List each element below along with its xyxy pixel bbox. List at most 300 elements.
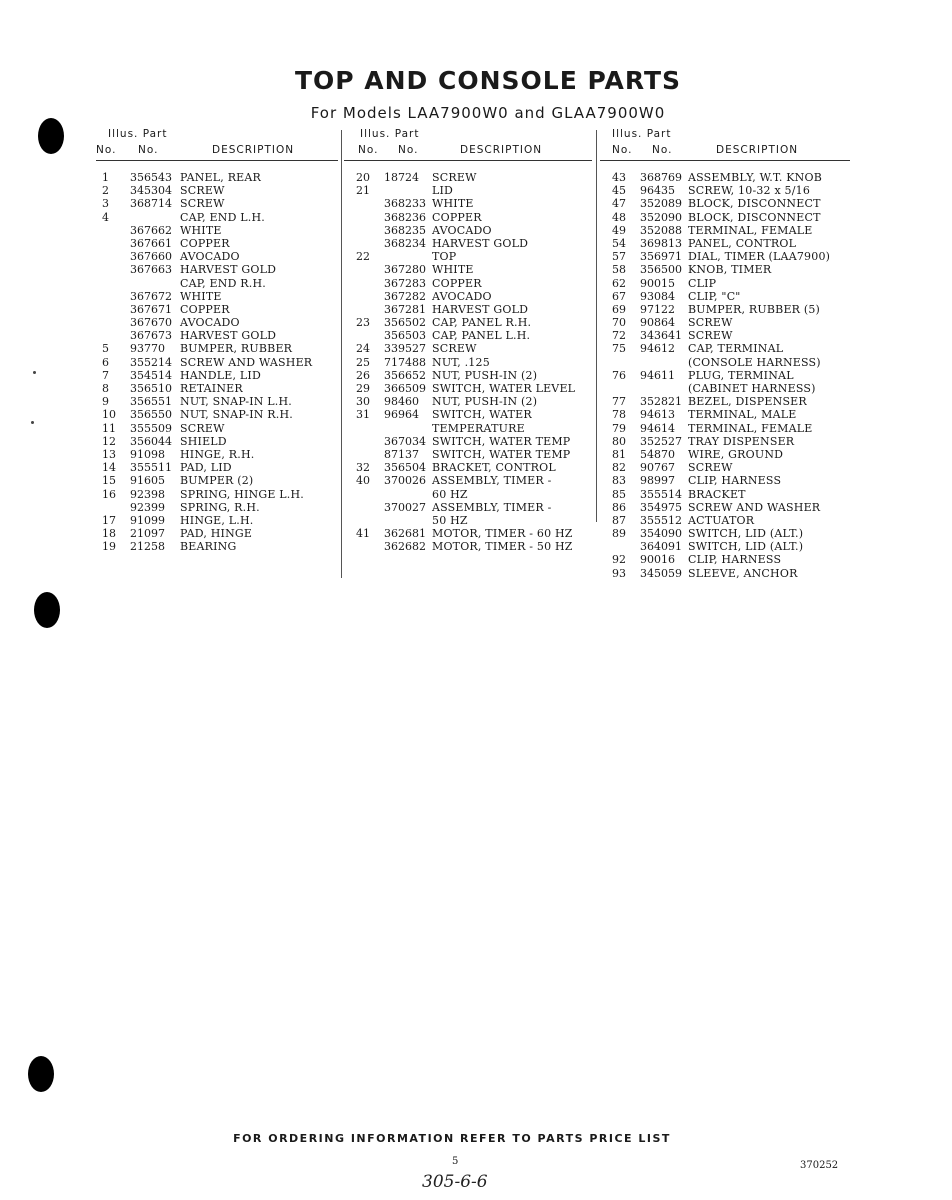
parts-row <box>344 237 592 250</box>
illus-number: 40 <box>356 474 370 488</box>
header-illus-part: Illus. Part <box>360 128 420 140</box>
illus-number: 13 <box>102 447 116 461</box>
part-description: SCREW AND WASHER <box>688 500 821 514</box>
column-header <box>96 128 338 160</box>
part-description: TERMINAL, MALE <box>688 408 797 422</box>
parts-row <box>344 461 592 474</box>
part-number: 356503 <box>384 329 426 343</box>
illus-number: 23 <box>356 316 370 330</box>
illus-number: 72 <box>612 329 626 343</box>
parts-row <box>600 369 850 382</box>
parts-row <box>344 369 592 382</box>
header-part-no: No. <box>652 144 673 156</box>
part-description: WIRE, GROUND <box>688 447 784 461</box>
illus-number: 93 <box>612 566 626 580</box>
illus-number: 83 <box>612 474 626 488</box>
column-divider <box>341 130 342 578</box>
part-description: SWITCH, LID (ALT.) <box>688 527 804 541</box>
parts-row <box>600 527 850 540</box>
illus-number: 3 <box>102 197 109 211</box>
part-description: CLIP <box>688 276 717 290</box>
part-number: 345059 <box>640 566 682 580</box>
part-description: (CABINET HARNESS) <box>688 382 816 395</box>
illus-number: 21 <box>356 184 370 198</box>
header-illus-part: Illus. Part <box>108 128 168 140</box>
illus-number: 70 <box>612 316 626 330</box>
parts-row <box>344 382 592 395</box>
parts-row <box>344 395 592 408</box>
parts-row <box>344 422 592 435</box>
part-description: SCREW <box>180 184 225 198</box>
parts-row <box>600 171 850 184</box>
part-number: 90767 <box>640 461 675 475</box>
parts-row <box>96 197 338 210</box>
illus-number: 20 <box>356 171 370 184</box>
part-description: TRAY DISPENSER <box>688 434 795 448</box>
part-description: MOTOR, TIMER - 60 HZ <box>432 527 573 541</box>
part-number: 369813 <box>640 236 682 250</box>
part-number: 367672 <box>130 289 172 303</box>
parts-row <box>344 316 592 329</box>
parts-row <box>600 395 850 408</box>
parts-list <box>344 171 592 553</box>
part-description: ACTUATOR <box>688 513 755 527</box>
header-illus-no: No. <box>612 144 633 156</box>
part-number: 367671 <box>130 302 172 316</box>
illus-number: 75 <box>612 342 626 356</box>
illus-number: 89 <box>612 527 626 541</box>
part-number: 368233 <box>384 197 426 211</box>
parts-row <box>600 422 850 435</box>
part-number: 717488 <box>384 355 426 369</box>
parts-row <box>344 356 592 369</box>
part-description: PAD, LID <box>180 461 232 475</box>
header-illus-no: No. <box>358 144 379 156</box>
part-number: 96435 <box>640 184 675 198</box>
part-number: 94614 <box>640 421 675 435</box>
illus-number: 25 <box>356 355 370 369</box>
header-illus-part: Illus. Part <box>612 128 672 140</box>
parts-row <box>600 408 850 421</box>
part-number: 94613 <box>640 408 675 422</box>
part-number: 90864 <box>640 316 675 330</box>
parts-row <box>344 501 592 514</box>
illus-number: 18 <box>102 527 116 541</box>
part-number: 21097 <box>130 527 165 541</box>
part-description: NUT, SNAP-IN L.H. <box>180 395 292 409</box>
parts-row <box>96 435 338 448</box>
parts-row <box>600 316 850 329</box>
parts-column-2 <box>344 128 592 553</box>
part-description: SCREW <box>432 342 477 356</box>
part-number: 355512 <box>640 513 682 527</box>
part-description: CLIP, "C" <box>688 289 741 303</box>
parts-row <box>344 224 592 237</box>
part-description: MOTOR, TIMER - 50 HZ <box>432 540 573 554</box>
parts-row <box>600 224 850 237</box>
illus-number: 32 <box>356 461 370 475</box>
part-number: 352527 <box>640 434 682 448</box>
parts-row <box>96 250 338 263</box>
part-description: BEARING <box>180 540 237 554</box>
part-description: 60 HZ <box>432 487 468 501</box>
part-description: KNOB, TIMER <box>688 263 772 277</box>
part-description: HANDLE, LID <box>180 368 261 382</box>
part-number: 94612 <box>640 342 675 356</box>
parts-row <box>600 474 850 487</box>
page-subtitle: For Models LAA7900W0 and GLAA7900W0 <box>310 104 666 122</box>
parts-row <box>344 277 592 290</box>
part-number: 368714 <box>130 197 172 211</box>
part-description: CAP, PANEL L.H. <box>432 329 531 343</box>
parts-row <box>96 422 338 435</box>
part-description: BEZEL, DISPENSER <box>688 395 807 409</box>
part-number: 91098 <box>130 447 165 461</box>
parts-row <box>344 342 592 355</box>
part-number: 92399 <box>130 500 165 514</box>
illus-number: 82 <box>612 461 626 475</box>
part-description: 50 HZ <box>432 513 468 527</box>
part-number: 355511 <box>130 461 172 475</box>
part-number: 370027 <box>384 500 426 514</box>
part-number: 367280 <box>384 263 426 277</box>
part-number: 96964 <box>384 408 419 422</box>
part-number: 354514 <box>130 368 172 382</box>
scan-speck <box>33 371 36 374</box>
part-description: BLOCK, DISCONNECT <box>688 197 821 211</box>
ordering-info-footer: FOR ORDERING INFORMATION REFER TO PARTS PRICE LIST <box>233 1132 671 1145</box>
part-description: (CONSOLE HARNESS) <box>688 355 821 369</box>
illus-number: 7 <box>102 368 109 382</box>
parts-row <box>96 382 338 395</box>
part-number: 368236 <box>384 210 426 224</box>
part-description: HINGE, L.H. <box>180 513 254 527</box>
part-number: 18724 <box>384 171 419 184</box>
part-number: 21258 <box>130 540 165 554</box>
header-description: DESCRIPTION <box>716 144 799 156</box>
illus-number: 12 <box>102 434 116 448</box>
part-number: 356502 <box>384 316 426 330</box>
part-number: 345304 <box>130 184 172 198</box>
illus-number: 10 <box>102 408 116 422</box>
parts-column-1 <box>96 128 338 553</box>
header-part-no: No. <box>138 144 159 156</box>
illus-number: 19 <box>102 540 116 554</box>
part-description: NUT, .125 <box>432 355 490 369</box>
illus-number: 17 <box>102 513 116 527</box>
part-number: 98460 <box>384 395 419 409</box>
part-number: 356504 <box>384 461 426 475</box>
part-number: 343641 <box>640 329 682 343</box>
part-number: 352090 <box>640 210 682 224</box>
part-number: 54870 <box>640 447 675 461</box>
illus-number: 69 <box>612 302 626 316</box>
parts-row <box>344 527 592 540</box>
parts-row <box>96 171 338 184</box>
parts-row <box>96 342 338 355</box>
parts-row <box>344 303 592 316</box>
part-description: SCREW <box>180 421 225 435</box>
illus-number: 92 <box>612 553 626 567</box>
parts-row <box>344 211 592 224</box>
header-rule <box>344 160 592 161</box>
illus-number: 31 <box>356 408 370 422</box>
part-description: BRACKET <box>688 487 746 501</box>
header-illus-no: No. <box>96 144 117 156</box>
parts-row <box>96 224 338 237</box>
part-number: 368769 <box>640 171 682 184</box>
parts-row <box>344 171 592 184</box>
part-number: 90015 <box>640 276 675 290</box>
part-number: 367282 <box>384 289 426 303</box>
parts-row <box>96 329 338 342</box>
part-description: BUMPER, RUBBER (5) <box>688 302 821 316</box>
part-number: 356044 <box>130 434 172 448</box>
parts-row <box>96 211 338 224</box>
part-number: 87137 <box>384 447 419 461</box>
part-description: HARVEST GOLD <box>432 236 529 250</box>
part-number: 90016 <box>640 553 675 567</box>
punch-hole <box>28 1056 54 1092</box>
part-description: ASSEMBLY, W.T. KNOB <box>688 171 822 184</box>
parts-row <box>96 474 338 487</box>
parts-row <box>600 197 850 210</box>
parts-row <box>96 184 338 197</box>
parts-row <box>96 488 338 501</box>
part-description: AVOCADO <box>180 250 240 264</box>
illus-number: 58 <box>612 263 626 277</box>
part-description: PLUG, TERMINAL <box>688 368 794 382</box>
parts-row <box>96 237 338 250</box>
illus-number: 78 <box>612 408 626 422</box>
part-description: SWITCH, WATER TEMP <box>432 434 571 448</box>
part-number: 356543 <box>130 171 172 184</box>
parts-row <box>600 540 850 553</box>
part-description: TERMINAL, FEMALE <box>688 223 813 237</box>
parts-row <box>96 356 338 369</box>
parts-row <box>600 184 850 197</box>
part-description: WHITE <box>180 223 222 237</box>
illus-number: 79 <box>612 421 626 435</box>
parts-row <box>600 382 850 395</box>
part-description: CLIP, HARNESS <box>688 474 782 488</box>
illus-number: 14 <box>102 461 116 475</box>
part-number: 366509 <box>384 382 426 395</box>
illus-number: 81 <box>612 447 626 461</box>
part-description: CAP, TERMINAL <box>688 342 784 356</box>
part-number: 355214 <box>130 355 172 369</box>
parts-row <box>600 488 850 501</box>
illus-number: 11 <box>102 421 116 435</box>
part-description: SWITCH, WATER TEMP <box>432 447 571 461</box>
parts-row <box>600 448 850 461</box>
part-number: 367661 <box>130 236 172 250</box>
part-number: 91605 <box>130 474 165 488</box>
part-number: 352088 <box>640 223 682 237</box>
part-number: 93084 <box>640 289 675 303</box>
parts-row <box>96 448 338 461</box>
part-description: AVOCADO <box>432 223 492 237</box>
parts-row <box>96 303 338 316</box>
part-description: CAP, END L.H. <box>180 210 265 224</box>
part-description: PANEL, REAR <box>180 171 262 184</box>
header-rule <box>600 160 850 161</box>
part-description: AVOCADO <box>180 316 240 330</box>
part-description: NUT, SNAP-IN R.H. <box>180 408 293 422</box>
illus-number: 26 <box>356 368 370 382</box>
header-description: DESCRIPTION <box>212 144 295 156</box>
part-description: COPPER <box>432 276 482 290</box>
part-description: WHITE <box>432 197 474 211</box>
parts-row <box>96 540 338 553</box>
parts-list <box>600 171 850 580</box>
parts-row <box>600 356 850 369</box>
part-number: 98997 <box>640 474 675 488</box>
parts-row <box>344 408 592 421</box>
illus-number: 4 <box>102 210 109 224</box>
part-description: CAP, END R.H. <box>180 276 266 290</box>
part-number: 367663 <box>130 263 172 277</box>
part-number: 368234 <box>384 236 426 250</box>
illus-number: 47 <box>612 197 626 211</box>
illus-number: 29 <box>356 382 370 395</box>
parts-row <box>600 211 850 224</box>
header-rule <box>96 160 338 161</box>
part-description: COPPER <box>180 236 230 250</box>
part-description: BUMPER (2) <box>180 474 254 488</box>
parts-row <box>344 435 592 448</box>
part-description: SPRING, HINGE L.H. <box>180 487 304 501</box>
part-description: TOP <box>432 250 457 264</box>
part-number: 367660 <box>130 250 172 264</box>
part-description: CAP, PANEL R.H. <box>432 316 532 330</box>
part-number: 97122 <box>640 302 675 316</box>
illus-number: 80 <box>612 434 626 448</box>
parts-row <box>96 277 338 290</box>
part-description: BRACKET, CONTROL <box>432 461 556 475</box>
illus-number: 87 <box>612 513 626 527</box>
illus-number: 85 <box>612 487 626 501</box>
parts-row <box>96 461 338 474</box>
illus-number: 24 <box>356 342 370 356</box>
part-description: SCREW <box>180 197 225 211</box>
part-number: 339527 <box>384 342 426 356</box>
part-description: RETAINER <box>180 382 243 395</box>
part-description: SWITCH, WATER LEVEL <box>432 382 576 395</box>
illus-number: 15 <box>102 474 116 488</box>
part-number: 368235 <box>384 223 426 237</box>
part-number: 367283 <box>384 276 426 290</box>
part-description: SLEEVE, ANCHOR <box>688 566 798 580</box>
illus-number: 1 <box>102 171 109 184</box>
part-description: SCREW <box>688 316 733 330</box>
parts-list <box>96 171 338 553</box>
part-number: 356550 <box>130 408 172 422</box>
part-number: 356551 <box>130 395 172 409</box>
part-description: HARVEST GOLD <box>432 302 529 316</box>
part-description: SWITCH, LID (ALT.) <box>688 540 804 554</box>
illus-number: 9 <box>102 395 109 409</box>
parts-row <box>600 501 850 514</box>
part-description: ASSEMBLY, TIMER - <box>432 474 552 488</box>
header-description: DESCRIPTION <box>460 144 543 156</box>
parts-row <box>96 527 338 540</box>
part-description: LID <box>432 184 454 198</box>
part-number: 354975 <box>640 500 682 514</box>
parts-row <box>96 369 338 382</box>
parts-row <box>96 263 338 276</box>
column-header <box>600 128 850 160</box>
parts-row <box>344 474 592 487</box>
part-description: BLOCK, DISCONNECT <box>688 210 821 224</box>
punch-hole <box>34 592 60 628</box>
parts-row <box>96 290 338 303</box>
illus-number: 67 <box>612 289 626 303</box>
illus-number: 86 <box>612 500 626 514</box>
header-part-no: No. <box>398 144 419 156</box>
part-number: 355514 <box>640 487 682 501</box>
part-description: SCREW <box>688 329 733 343</box>
parts-row <box>600 237 850 250</box>
part-number: 356510 <box>130 382 172 395</box>
part-description: DIAL, TIMER (LAA7900) <box>688 250 831 264</box>
scan-speck <box>31 421 34 424</box>
part-description: TEMPERATURE <box>432 421 525 435</box>
parts-row <box>96 408 338 421</box>
part-description: CLIP, HARNESS <box>688 553 782 567</box>
part-number: 92398 <box>130 487 165 501</box>
handwritten-note: 305-6-6 <box>422 1172 488 1192</box>
parts-row <box>600 303 850 316</box>
illus-number: 77 <box>612 395 626 409</box>
parts-row <box>600 514 850 527</box>
column-header <box>344 128 592 160</box>
parts-row <box>344 540 592 553</box>
illus-number: 54 <box>612 236 626 250</box>
parts-row <box>600 342 850 355</box>
parts-row <box>344 263 592 276</box>
part-description: SCREW <box>432 171 477 184</box>
part-number: 355509 <box>130 421 172 435</box>
parts-row <box>600 263 850 276</box>
illus-number: 43 <box>612 171 626 184</box>
part-number: 367670 <box>130 316 172 330</box>
parts-row <box>344 329 592 342</box>
parts-row <box>344 290 592 303</box>
parts-row <box>600 277 850 290</box>
parts-column-3 <box>600 128 850 580</box>
part-description: AVOCADO <box>432 289 492 303</box>
illus-number: 49 <box>612 223 626 237</box>
parts-row <box>344 250 592 263</box>
parts-row <box>96 514 338 527</box>
parts-row <box>600 567 850 580</box>
illus-number: 8 <box>102 382 109 395</box>
page-number: 5 <box>452 1156 459 1167</box>
part-description: NUT, PUSH-IN (2) <box>432 395 538 409</box>
part-description: TERMINAL, FEMALE <box>688 421 813 435</box>
illus-number: 16 <box>102 487 116 501</box>
part-description: PANEL, CONTROL <box>688 236 797 250</box>
part-description: PAD, HINGE <box>180 527 253 541</box>
part-description: HARVEST GOLD <box>180 329 277 343</box>
parts-row <box>600 553 850 566</box>
part-number: 354090 <box>640 527 682 541</box>
part-number: 367673 <box>130 329 172 343</box>
part-description: SPRING, R.H. <box>180 500 260 514</box>
parts-row <box>600 461 850 474</box>
part-description: WHITE <box>432 263 474 277</box>
